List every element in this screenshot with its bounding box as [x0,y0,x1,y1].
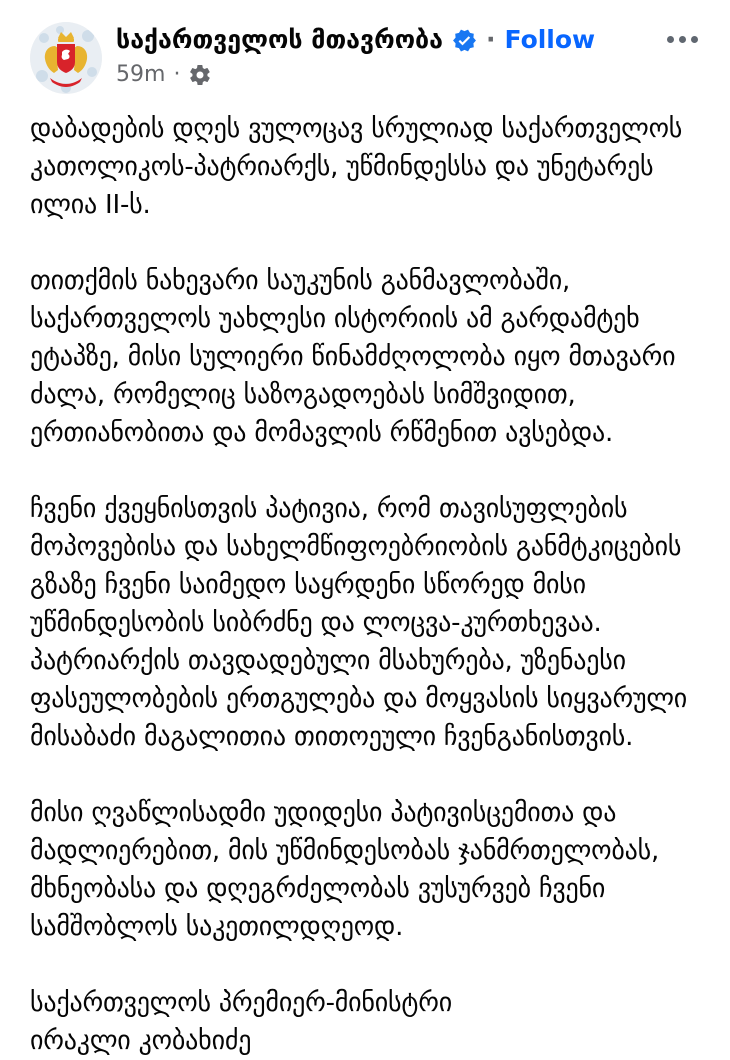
georgia-coat-of-arms-icon [30,22,102,94]
page-name-link[interactable]: საქართველოს მთავრობა [116,25,443,54]
page-avatar[interactable] [30,22,102,94]
title-row [116,25,700,54]
post-content [30,110,700,1060]
verified-badge-icon [452,28,477,53]
signature-name: ირაკლი კობახიძე [30,1026,252,1056]
post-paragraph: ჩვენი ქვეყნისთვის პატივია, რომ თავისუფლების მოპოვებისა და სახელმწიფოებრიობის განმტკიცების გზაზე ჩვენი საიმედო საყრდენი სწორედ მისი უწმინდესობის სიბრძნე და ლოცვა-კურთხევაა. პატრიარქის თავდადებული მსახურება, უზენაესი ფასეულობების ერთგულება და მოყვასის სიყვარული მისაბაძი მაგალითია თითოეული ჩვენგანისთვის. [30,494,688,752]
follow-button[interactable]: Follow [504,25,596,54]
three-dots-icon [667,36,674,43]
post-paragraph: დაბადების დღეს ვულოცავ სრულიად საქართველოს კათოლიკოს-პატრიარქს, უწმინდესსა და უნეტარეს ილია II-ს. [30,114,683,220]
post-meta [116,62,700,87]
post-header [30,22,700,94]
post-paragraph: თითქმის ნახევარი საუკუნის განმავლობაში, საქართველოს უახლესი ისტორიის ამ გარდამტეხ ეტაპზე, მისი სულიერი წინამძღოლობა იყო მთავარი ძალა, რომელიც საზოგადოებას სიმშვიდით, ერთიანობითა და მომავლის რწმენით ავსებდა. [30,266,676,448]
post-signature [30,984,700,1060]
post-paragraph: მისი ღვაწლისადმი უდიდესი პატივისცემითა და მადლიერებით, მის უწმინდესობას ჯანმრთელობას, მხნეობასა და დღეგრძელობას ვუსურვებ ჩვენი სამშობლოს საკეთილდღეოდ. [30,798,660,942]
meta-separator: · [173,62,181,87]
header-main [116,22,700,87]
timestamp-link[interactable]: 59m [116,62,166,87]
signature-title: საქართველოს პრემიერ-მინისტრი [30,988,452,1018]
post-options-button[interactable] [665,30,700,49]
privacy-gear-icon [188,63,212,87]
title-separator: · [486,25,496,54]
